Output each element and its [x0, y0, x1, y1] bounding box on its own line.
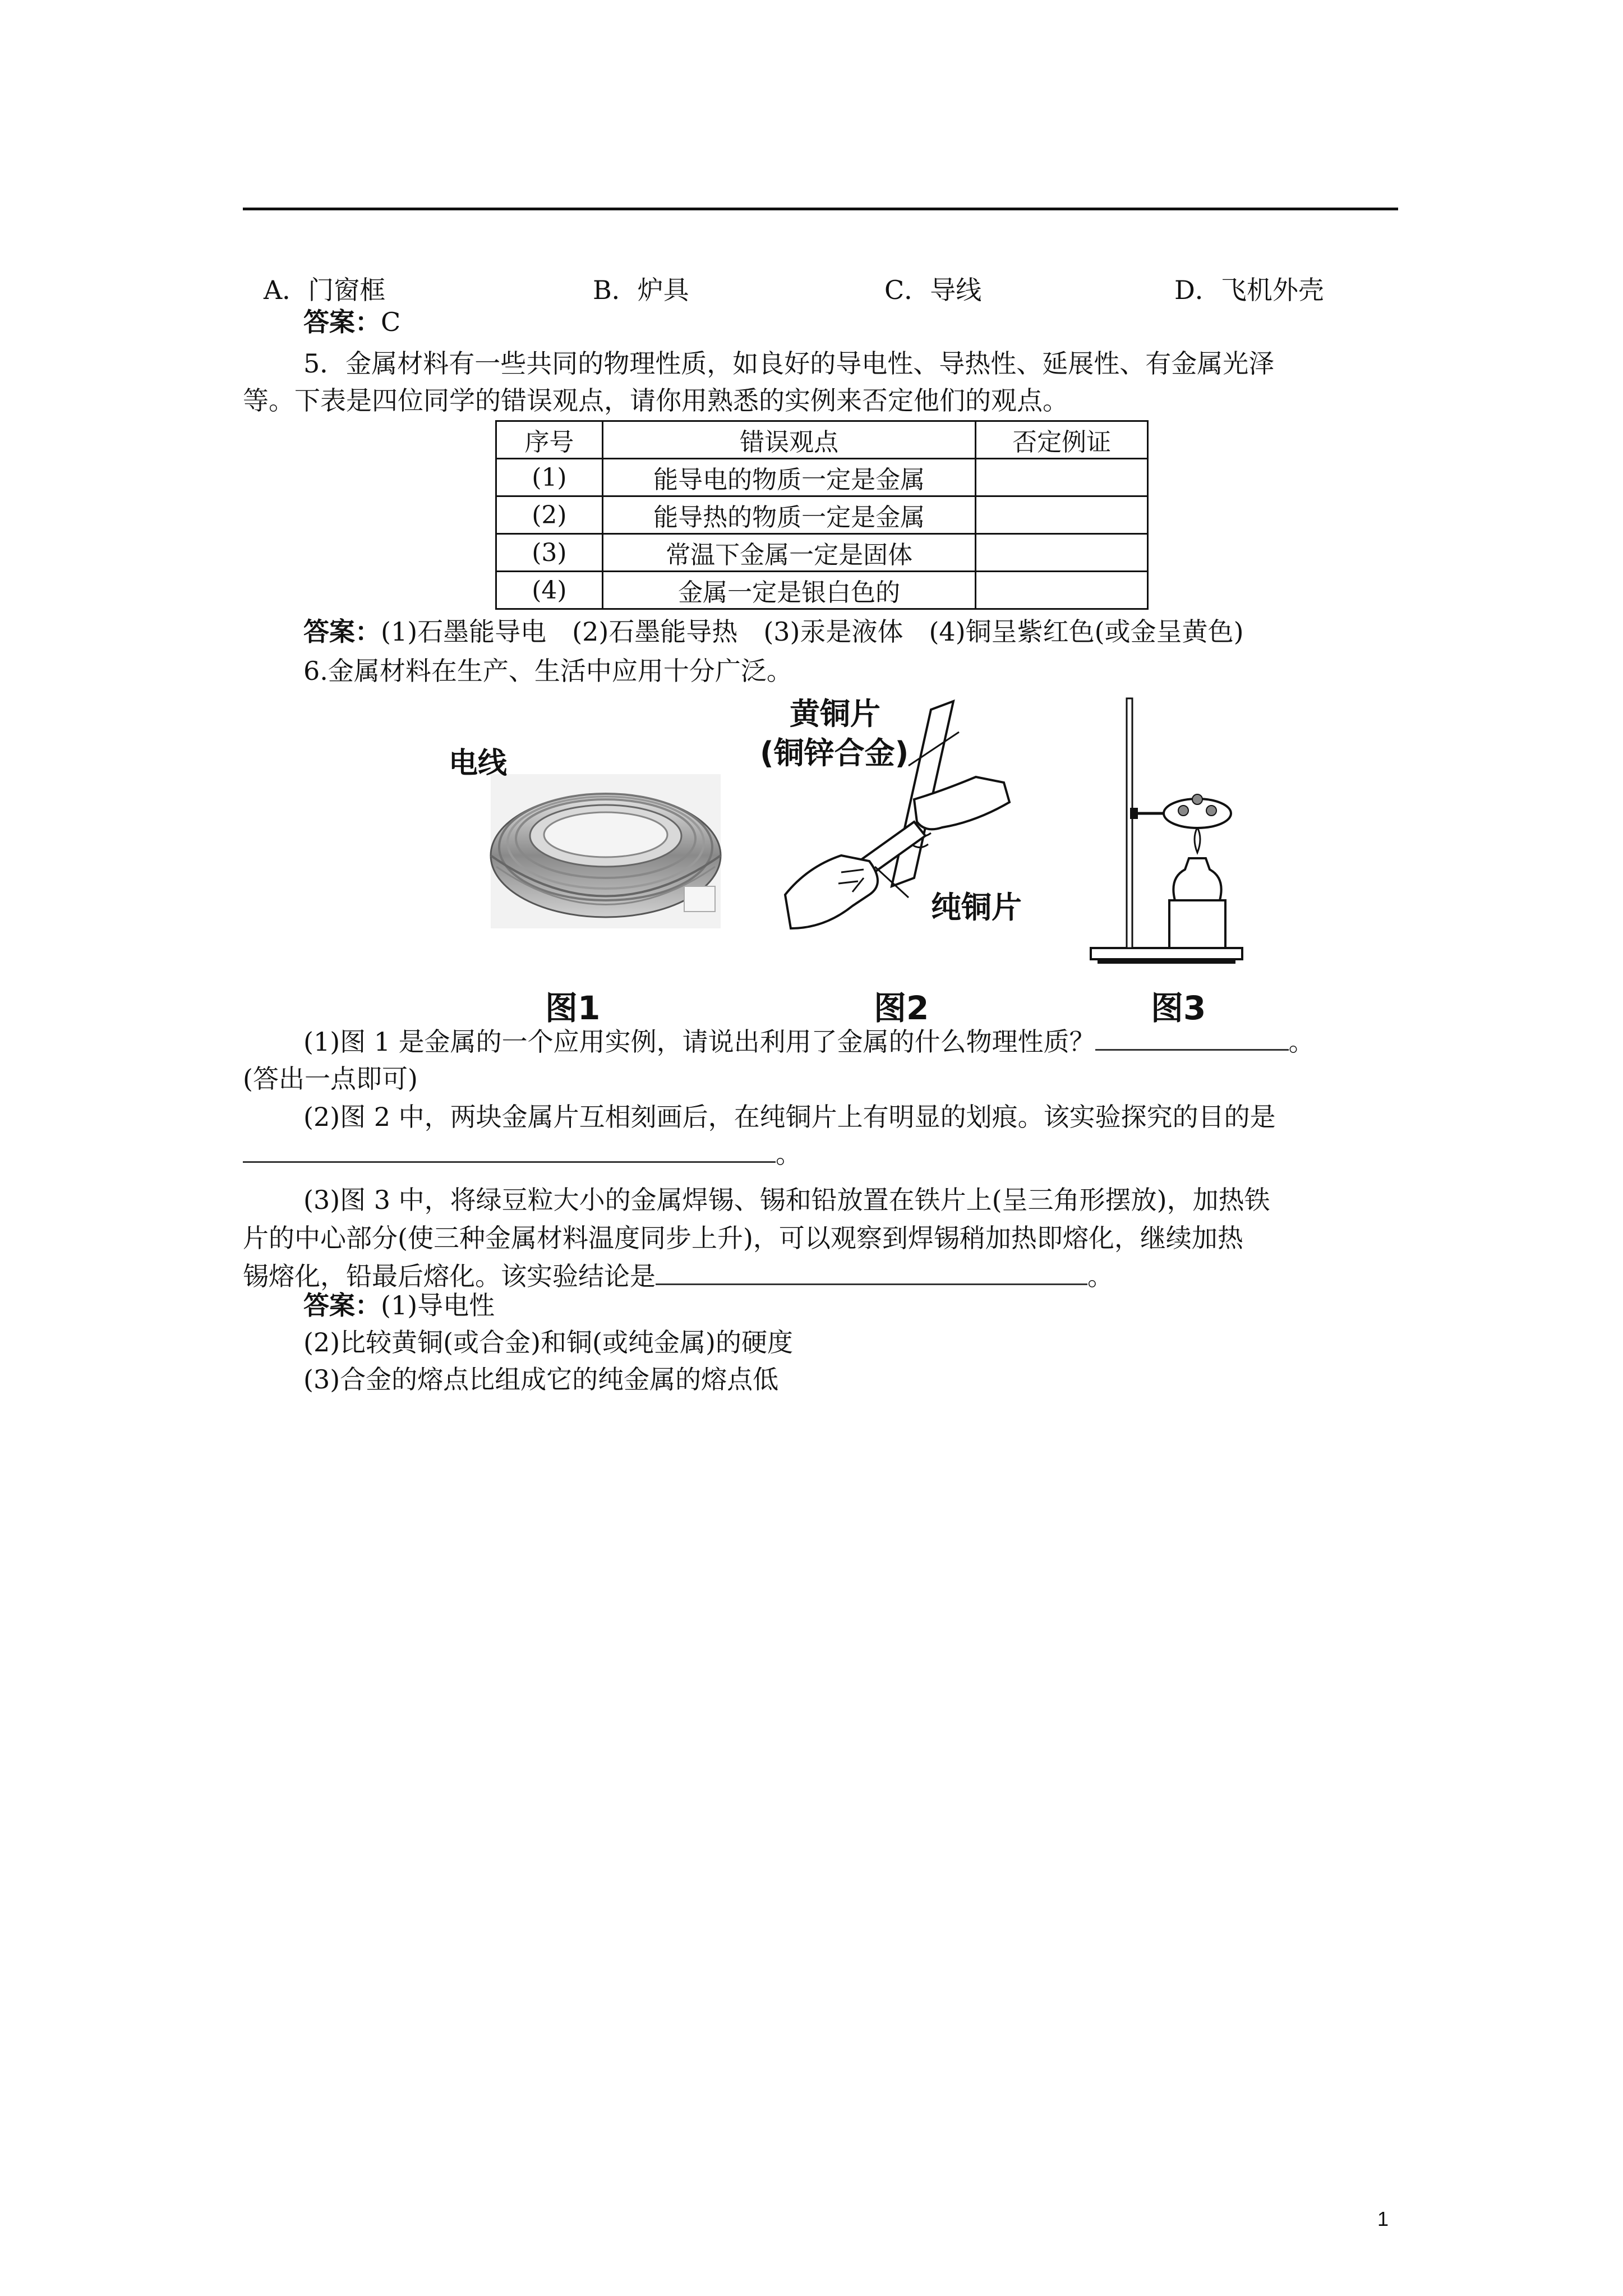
table-cell: (3)	[496, 534, 603, 572]
table-row	[496, 534, 1148, 572]
table-cell: 能导电的物质一定是金属	[602, 459, 975, 496]
q6-p1-line1	[303, 1025, 1315, 1059]
answer-4	[303, 305, 400, 339]
figure-1-label: 电线	[449, 747, 508, 780]
table-cell: (2)	[496, 496, 603, 534]
q6-p1-end: 。	[1288, 1027, 1315, 1057]
q6-p2-line2	[243, 1137, 801, 1171]
answer-5	[303, 615, 1244, 648]
answer-text: (1)石墨能导电 (2)石墨能导热 (3)汞是液体 (4)铜呈紫红色(或金呈黄色)	[381, 616, 1244, 647]
table-cell: 常温下金属一定是固体	[602, 534, 975, 572]
table-header: 错误观点	[602, 421, 975, 459]
header-rule	[243, 208, 1398, 210]
q6-p3-line1: (3)图 3 中，将绿豆粒大小的金属焊锡、锡和铅放置在铁片上(呈三角形摆放)，加热铁	[303, 1185, 1270, 1215]
table-cell: 金属一定是银白色的	[602, 572, 975, 609]
q6-p1-line2: (答出一点即可)	[243, 1064, 418, 1094]
table-cell	[976, 572, 1148, 609]
table-cell	[976, 459, 1148, 496]
q6-intro: 6.金属材料在生产、生活中应用十分广泛。	[303, 656, 792, 686]
answer-value: C	[381, 307, 401, 337]
q6-p2-end: 。	[776, 1139, 801, 1169]
figure-3-caption: 图3	[1151, 989, 1206, 1027]
table-cell: (4)	[496, 572, 603, 609]
misconception-table	[495, 420, 1149, 610]
option-c: C．导线	[884, 275, 982, 305]
table-row	[496, 572, 1148, 609]
figure-2-label-alloy: (铜锌合金)	[760, 735, 909, 771]
figure-2-label-copper: 纯铜片	[931, 890, 1022, 925]
q6-answer-3: (3)合金的熔点比组成它的纯金属的熔点低	[303, 1364, 779, 1395]
answer-blank-2[interactable]	[243, 1156, 776, 1163]
q6-p3-end: 。	[1087, 1261, 1113, 1291]
q6-p1-text: (1)图 1 是金属的一个应用实例，请说出利用了金属的什么物理性质？	[303, 1027, 1095, 1057]
answer-blank-3[interactable]	[656, 1278, 1087, 1285]
table-cell: (1)	[496, 459, 603, 496]
table-header: 序号	[496, 421, 603, 459]
figure-1-caption: 图1	[545, 989, 601, 1027]
table-header: 否定例证	[976, 421, 1148, 459]
q6-answer-2: (2)比较黄铜(或合金)和铜(或纯金属)的硬度	[303, 1327, 793, 1358]
option-a: A．门窗框	[264, 275, 386, 305]
answer-label: 答案：	[303, 616, 381, 647]
q6-answer-1	[303, 1289, 495, 1322]
answer-label: 答案：	[303, 1290, 381, 1320]
q5-line1: 5．金属材料有一些共同的物理性质，如良好的导电性、导热性、延展性、有金属光泽	[303, 348, 1275, 379]
q6-p3-text: 锡熔化，铅最后熔化。该实验结论是	[243, 1261, 656, 1291]
q6-p3-line3	[243, 1259, 1113, 1293]
q6-p2-line1: (2)图 2 中，两块金属片互相刻画后，在纯铜片上有明显的划痕。该实验探究的目的是	[303, 1102, 1276, 1132]
wooden-block	[1169, 900, 1225, 948]
table-row	[496, 496, 1148, 534]
answer-text: (1)导电性	[381, 1290, 495, 1320]
answer-blank-1[interactable]	[1095, 1043, 1289, 1051]
answer-label: 答案：	[303, 307, 381, 337]
option-d: D．飞机外壳	[1174, 275, 1324, 305]
table-cell: 能导热的物质一定是金属	[602, 496, 975, 534]
q5-line2: 等。下表是四位同学的错误观点，请你用熟悉的实例来否定他们的观点。	[243, 385, 1068, 416]
page-number: 1	[1377, 2207, 1389, 2230]
option-b: B．炉具	[593, 275, 689, 305]
stand-base	[1091, 948, 1242, 959]
table-cell	[976, 496, 1148, 534]
alcohol-lamp	[1173, 858, 1221, 900]
stand-rod	[1127, 698, 1132, 948]
table-row	[496, 459, 1148, 496]
figure-2-caption: 图2	[874, 989, 929, 1027]
table-cell	[976, 534, 1148, 572]
q6-p3-line2: 片的中心部分(使三种金属材料温度同步上升)，可以观察到焊锡稍加热即熔化，继续加热	[243, 1223, 1243, 1253]
table-header-row	[496, 421, 1148, 459]
figure-2-label-brass: 黄铜片	[790, 696, 880, 731]
figure-3-heating-setup	[1085, 693, 1253, 973]
